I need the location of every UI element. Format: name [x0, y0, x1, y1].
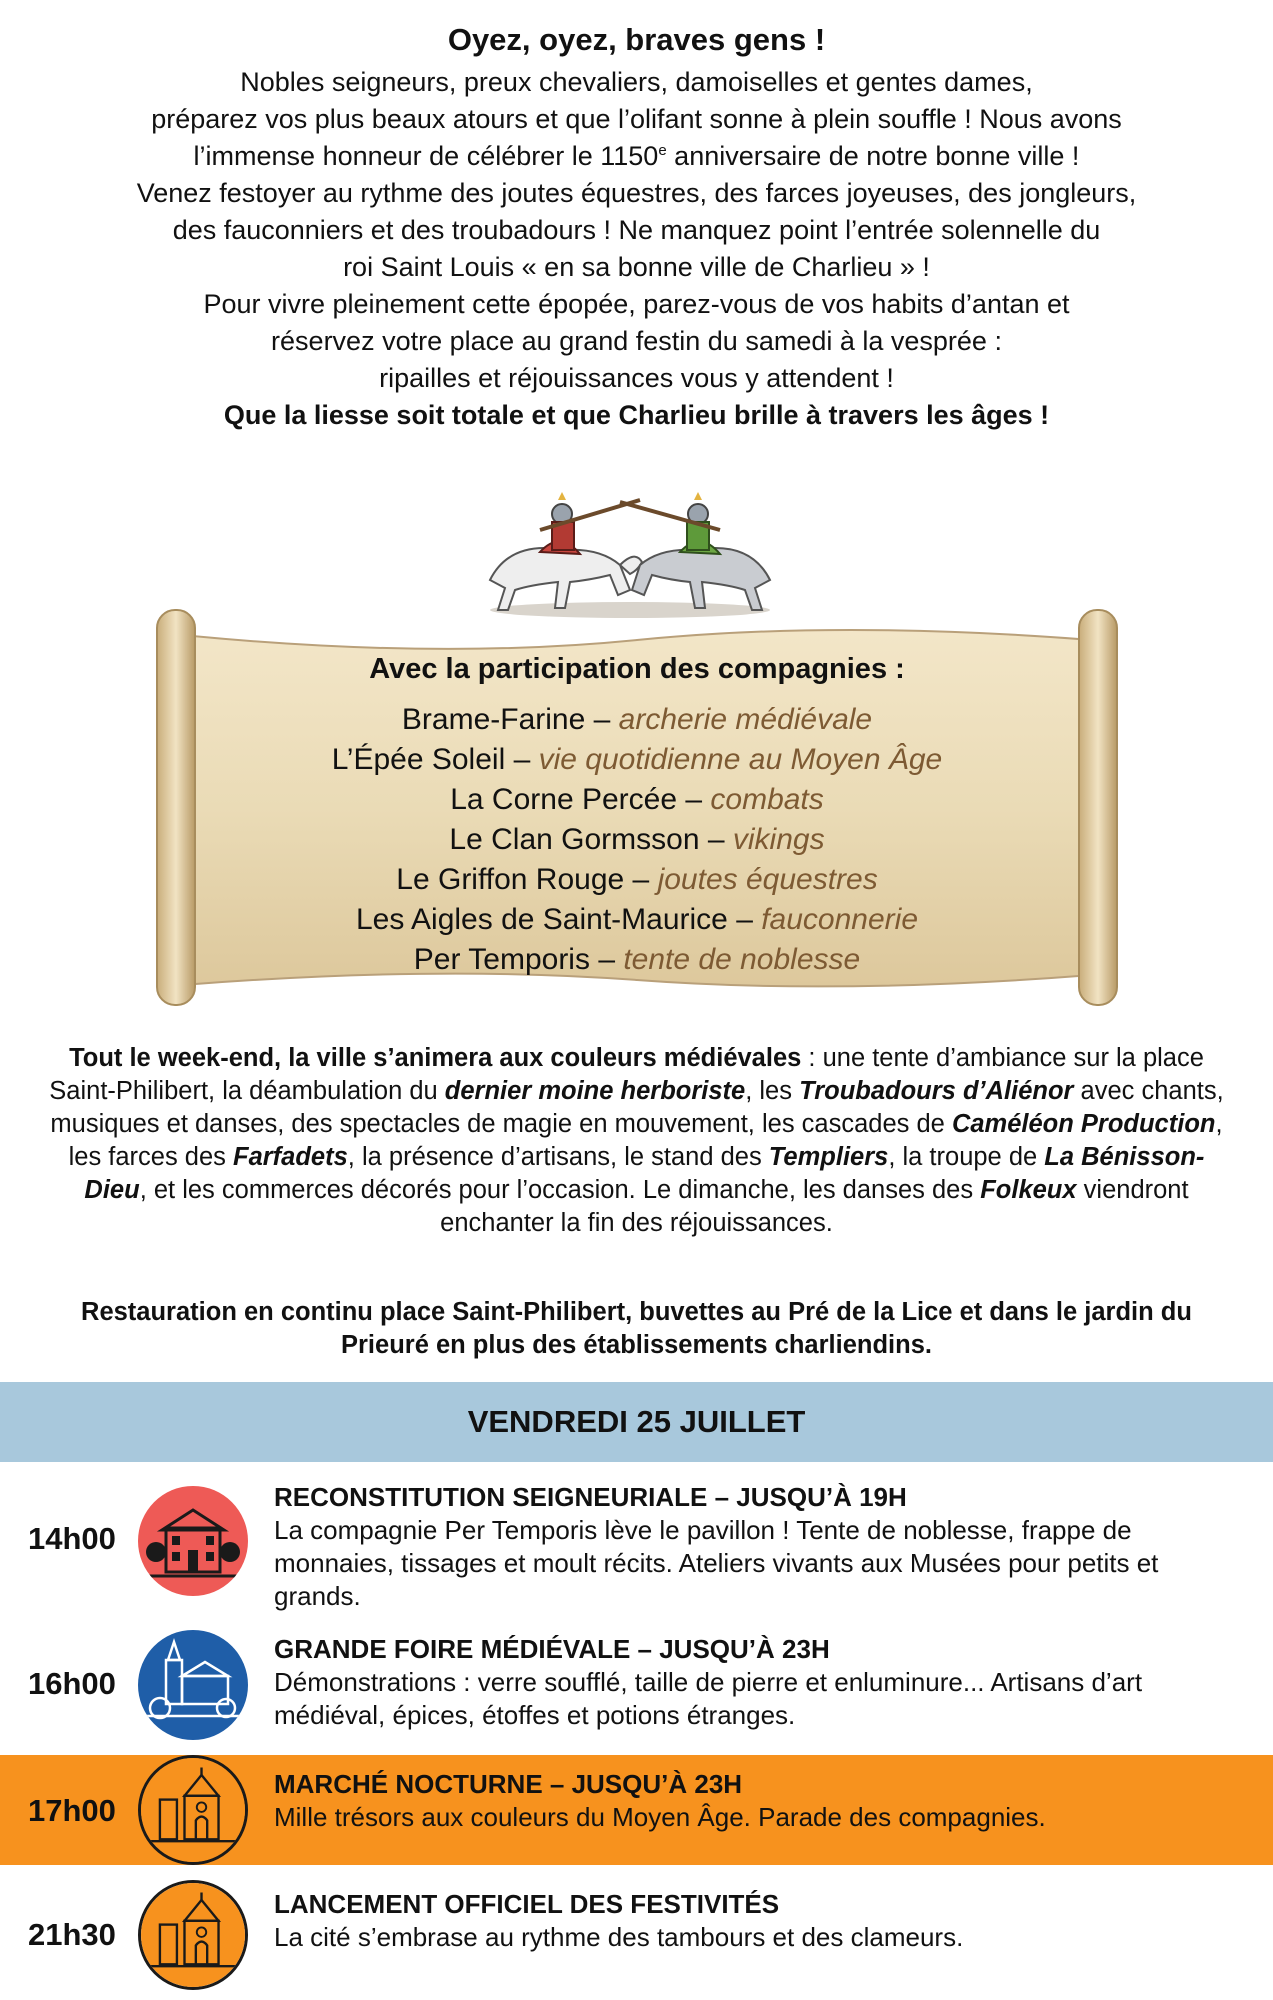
- event-title: MARCHÉ NOCTURNE – JUSQU’À 23H: [274, 1769, 743, 1799]
- intro-line: ripailles et réjouissances vous y attendent !: [379, 363, 894, 393]
- event-description: La cité s’embrase au rythme des tambours et des clameurs.: [274, 1922, 964, 1952]
- intro-line: Nobles seigneurs, preux chevaliers, damoiselles et gentes dames,: [240, 67, 1033, 97]
- company-activity: tente de noblesse: [623, 943, 861, 976]
- weekend-lead: Tout le week-end, la ville s’animera aux couleurs médiévales: [69, 1044, 802, 1072]
- company-row: [137, 780, 1137, 820]
- event-description: Mille trésors aux couleurs du Moyen Âge. Parade des compagnies.: [274, 1802, 1046, 1832]
- company-activity: fauconnerie: [761, 903, 919, 936]
- event-title: RECONSTITUTION SEIGNEURIALE – JUSQU’À 19H: [274, 1482, 907, 1512]
- company-name: Le Clan Gormsson: [449, 823, 700, 856]
- company-separator: –: [727, 903, 762, 936]
- day-header: VENDREDI 25 JUILLET: [0, 1382, 1273, 1462]
- intro-closing: Que la liesse soit totale et que Charlieu brille à travers les âges !: [223, 400, 1050, 430]
- event-time: 21h30: [28, 1917, 116, 1952]
- event-row: [0, 1472, 1273, 1612]
- company-activity: archerie médiévale: [618, 703, 873, 736]
- event-row-highlighted: [0, 1755, 1273, 1865]
- intro-line: l’immense honneur de célébrer le 1150e anniversaire de notre bonne ville !: [193, 141, 1080, 171]
- event-title: GRANDE FOIRE MÉDIÉVALE – JUSQU’À 23H: [274, 1634, 830, 1664]
- company-name: Per Temporis: [413, 943, 590, 976]
- company-row: [137, 940, 1137, 980]
- company-separator: –: [624, 863, 658, 896]
- event-time: 14h00: [28, 1521, 116, 1556]
- company-name: Les Aigles de Saint-Maurice: [355, 903, 728, 936]
- event-description: La compagnie Per Temporis lève le pavillon ! Tente de noblesse, frappe de monnaies, tissages et moult récits. Ateliers vivants aux Musées pour petits et grands.: [274, 1515, 1159, 1611]
- company-activity: joutes équestres: [657, 863, 878, 896]
- company-name: La Corne Percée: [450, 783, 678, 816]
- weekend-paragraph: Tout le week-end, la ville s’animera aux couleurs médiévales : une tente d’ambiance sur la place Saint-Philibert, la déambulation du dernier moine herboriste, les Troubadours d’Aliénor avec chants, musiques et danses, des spectacles de magie en mouvement, les cascades de Caméléon Production, les farces des Farfadets, la présence d’artisans, le stand des Templiers, la troupe de La Bénisson-Dieu, et les commerces décorés pour l’occasion. Le dimanche, les danses des Folkeux viendront enchanter la fin des réjouissances.: [49, 1044, 1224, 1237]
- company-separator: –: [585, 703, 619, 736]
- company-activity: combats: [710, 783, 824, 816]
- companies-title: Avec la participation des compagnies :: [369, 653, 905, 685]
- company-row: [137, 860, 1137, 900]
- intro-line: Venez festoyer au rythme des joutes équestres, des farces joyeuses, des jongleurs,: [136, 178, 1137, 208]
- church-icon: [138, 1755, 248, 1865]
- intro-line: des fauconniers et des troubadours ! Ne manquez point l’entrée solennelle du: [172, 215, 1101, 245]
- event-time: 16h00: [28, 1666, 116, 1701]
- company-row: [137, 700, 1137, 740]
- church-icon: [138, 1880, 248, 1990]
- event-time: 17h00: [28, 1793, 116, 1828]
- event-title: LANCEMENT OFFICIEL DES FESTIVITÉS: [274, 1889, 780, 1919]
- restauration-note: Restauration en continu place Saint-Philibert, buvettes au Pré de la Lice et dans le jardin du Prieuré en plus des établissements charliendins.: [81, 1298, 1192, 1359]
- company-row: [137, 900, 1137, 940]
- intro-line: Pour vivre pleinement cette épopée, parez-vous de vos habits d’antan et: [203, 289, 1070, 319]
- company-row: [137, 820, 1137, 860]
- company-separator: –: [677, 783, 711, 816]
- chateau-icon: [138, 1486, 248, 1596]
- companies-list: [137, 653, 1137, 980]
- company-activity: vie quotidienne au Moyen Âge: [538, 743, 943, 776]
- company-name: L’Épée Soleil: [331, 743, 506, 776]
- company-activity: vikings: [732, 823, 825, 856]
- company-separator: –: [699, 823, 733, 856]
- company-separator: –: [589, 943, 624, 976]
- company-separator: –: [505, 743, 539, 776]
- intro-line: réservez votre place au grand festin du samedi à la vesprée :: [271, 326, 1002, 356]
- intro-line: roi Saint Louis « en sa bonne ville de Charlieu » !: [343, 252, 930, 282]
- company-name: Brame-Farine: [401, 703, 586, 736]
- intro-text: [30, 64, 1243, 434]
- event-row: [0, 1875, 1273, 1995]
- intro-line: préparez vos plus beaux atours et que l’olifant sonne à plein souffle ! Nous avons: [151, 104, 1122, 134]
- company-name: Le Griffon Rouge: [396, 863, 625, 896]
- event-row: [0, 1620, 1273, 1750]
- market-square-icon: [138, 1630, 248, 1740]
- intro-section: [30, 22, 1243, 434]
- event-description: Démonstrations : verre soufflé, taille de pierre et enluminure... Artisans d’art médiéval, épices, étoffes et potions étranges.: [274, 1667, 1143, 1730]
- intro-heading: Oyez, oyez, braves gens !: [447, 22, 826, 57]
- company-row: [137, 740, 1137, 780]
